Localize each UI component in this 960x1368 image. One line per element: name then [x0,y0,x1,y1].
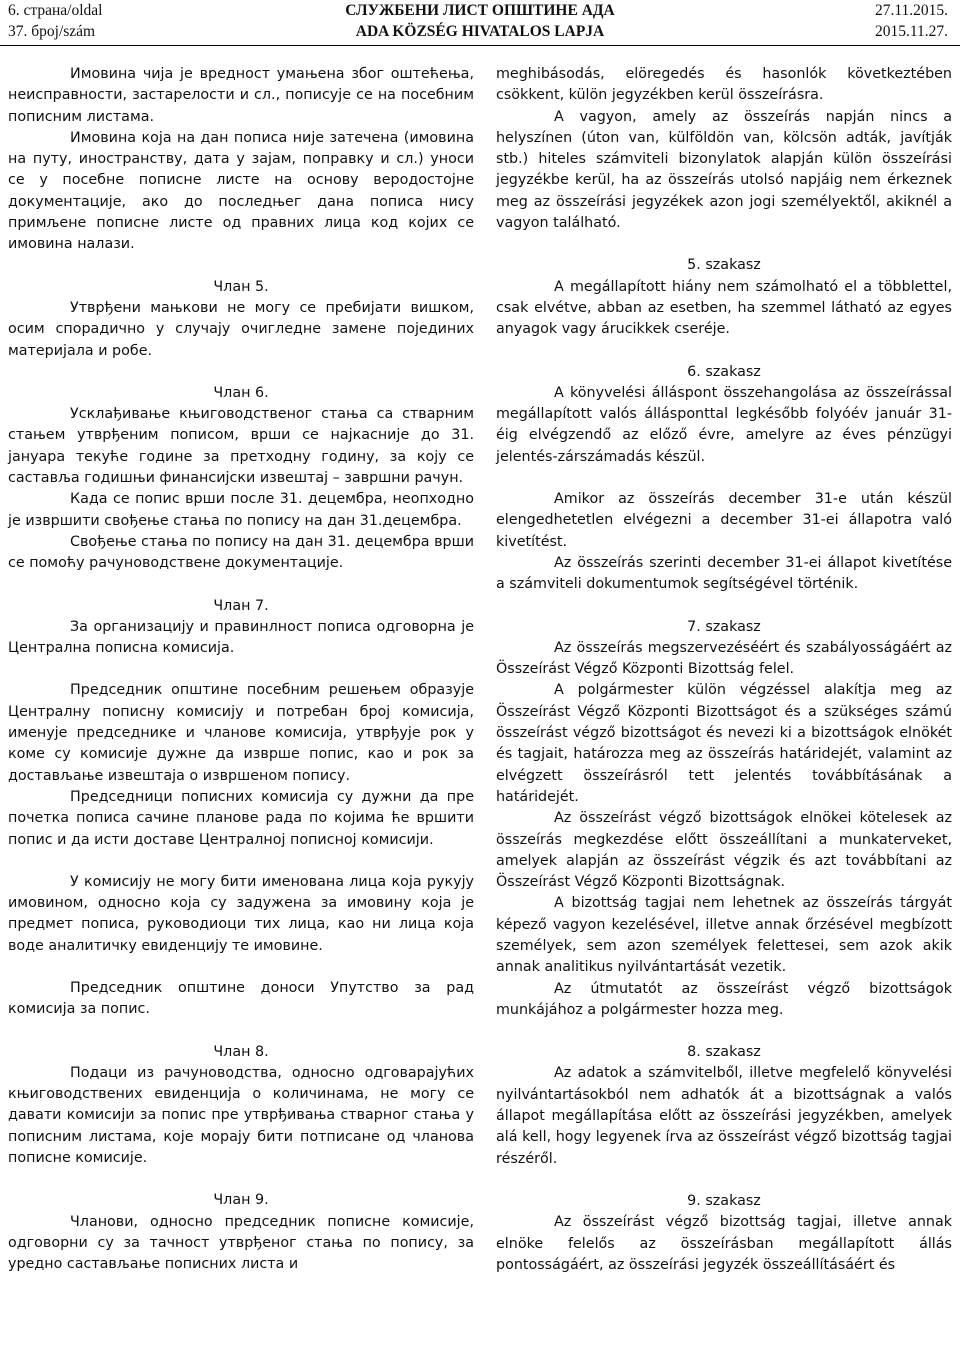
article-title: Члан 8. [213,1043,269,1060]
paragraph: Az összeírást végző bizottság tagjai, illetve annak elnöke felelős az összeírásban megállapított állás pontosságáért, az összeírási jegyzék összeállításáért és [496,1214,952,1273]
article-title: Члан 5. [213,278,269,295]
paragraph: У комисију не могу бити именована лица која рукују имовином, односно која су задужена за имовину која је предмет пописа, руководиоци тих лица, као ни лица која воде аналитичку евиденцију те имовине. [8,873,474,954]
paragraph: Председници пописних комисија су дужни да пре почетка пописа сачине планове рада по којима ће вршити попис и да исти доставе Централној пописној комисији. [8,788,474,848]
header-title [0,0,960,42]
article-title: 5. szakasz [687,257,761,274]
paragraph: Имовина која на дан пописа није затечена (имовина на путу, иностранству, дата у зајам, поправку и сл.) уноси се у посебне пописне листе на основу веродостојне документације, ако до последњег дана пописа нису примљене пописне листе од правних лица код којих се имовина налази. [8,129,474,253]
date-hu: 2015.11.27. [874,23,948,40]
paragraph: Az összeírás szerinti december 31-ei állapot kivetítése a számviteli dokumentumok segítségével történik. [496,554,952,593]
paragraph: A vagyon, amely az összeírás napján nincs a helyszínen (úton van, külföldön van, kölcsön adták, javítják stb.) hiteles számviteli bizonylatok alapján külön összeírási jegyzékbe kerül, ha az összeírás utolsó napjáig nem érkeznek meg az összeírási jegyzékek azon jogi személyektől, akiknél a vagyon található. [496,108,952,232]
paragraph: Az összeírás megszervezéséért és szabályosságáért az Összeírást Végző Központi Bizottság felel. [496,639,952,678]
article-title: 6. szakasz [687,363,761,380]
paragraph: meghibásodás, elöregedés és hasonlók következtében csökkent, külön jegyzékben kerül összeírásra. [496,66,952,104]
paragraph: Када се попис врши после 31. децембра, неопходно је извршити свођење стања по попису на дан 31.децембра. [8,491,474,529]
article-title: 7. szakasz [687,618,761,635]
hungarian-column [496,64,952,1276]
header-right [875,0,948,42]
paragraph: Имовина чија је вредност умањена због оштећења, неисправности, застарелости и сл., пописује се на посебним пописним листама. [8,66,474,125]
paragraph: Az összeírást végző bizottságok elnökei kötelesek az összeírás megkezdése előtt összeállítani a munkaterveket, amelyek alapján az összeírást végzik és azt továbbítani az Összeírást Végző Központi Bizottságnak. [496,810,952,891]
article-title: 9. szakasz [687,1192,761,1209]
paragraph: Az útmutatót az összeírást végző bizottságok munkájához a polgármester hozza meg. [496,980,952,1018]
paragraph: Amikor az összeírás december 31-e után készül elengedhetetlen elvégezni a december 31-ei állapotra való kivetítést. [496,491,952,550]
paragraph: Усклађивање књиговодственог стања са стварним стањем утврђеним пописом, врши се најкасније до 31. јануара текуће године за претходну годину, за коју се саставља годишњи финансијски извештај – завршни рачун. [8,406,474,487]
serbian-column [8,64,474,1276]
article-title: 8. szakasz [687,1044,761,1061]
journal-title-sr: СЛУЖБЕНИ ЛИСТ ОПШТИНЕ АДА [345,2,615,19]
paragraph: A megállapított hiány nem számolható el a többlettel, csak elvétve, abban az esetben, ha szemmel látható az egyes anyagok vagy árucikkek cseréje. [496,278,952,338]
article-title: Члан 7. [213,597,269,614]
header-divider [0,45,960,46]
paragraph: A könyvelési álláspont összehangolása az összeírással megállapított valós állásponttal legkésőbb folyóév január 31-éig elvégzendő az előző évre, amelyre az éves pénzügyi jelentés-zárszámadás készül. [496,384,952,465]
paragraph: Председник општине доноси Упутство за рад комисија за попис. [8,979,474,1018]
paragraph: За организацију и правинлност пописа одговорна је Централна пописна комисија. [8,618,474,657]
paragraph: Утврђени мањкови не могу се пребијати вишком, осим спорадично у случају очигледне замене појединих материјала и робе. [8,299,474,359]
article-title: Члан 9. [213,1192,269,1209]
paragraph: Председник општине посебним решењем образује Централну пописну комисију и потребан број комисија, именује председнике и чланове комисија, утврђује рок у коме су комисије дужне да изврше попис, као и рок за достављање извештаја о извршеном попису. [8,682,474,784]
journal-title-hu: ADA KÖZSÉG HIVATALOS LAPJA [355,23,605,40]
paragraph: A bizottság tagjai nem lehetnek az összeírás tárgyát képező vagyon kezelésével, illetve annak őrzésével megbízott személyek, sem azon személyek felettesei, sem azok akik annak analitikus nyilvántartását vezetik. [496,895,952,976]
paragraph: Чланови, односно председник пописне комисије, одговорни су за тачност утврђеног стања по попису, за уредно састављање пописних листа и [8,1213,474,1273]
paragraph: Az adatok a számvitelből, illetve megfelelő könyvelési nyilvántartásokból nem adhatók át a bizottságnak a valós állapot megállapítása előtt az összeírási jegyzékben, amelyek alá kell, hogy legyenek írva az összeírást végző bizottság tagjai részéről. [496,1065,952,1167]
page-number: 6. страна/oldal [8,2,103,19]
date-sr: 27.11.2015. [874,2,948,19]
page-header [0,0,960,44]
paragraph: Свођење стања по попису на дан 31. децембра врши се помоћу рачуноводствене документације. [8,533,474,572]
article-title: Члан 6. [213,384,269,401]
paragraph: Подаци из рачуноводства, односно одговарајућих књиговодствених евиденција о количинама, не могу се давати комисији за попис пре утврђивања стварног стања у пописним листама, које морају бити потписане од чланова пописне комисије. [8,1064,474,1167]
paragraph: A polgármester külön végzéssel alakítja meg az Összeírást Végző Központi Bizottságot és a szükséges számú összeírást végző bizottságot és nevezi ki a bizottságok elnökét és tagjait, határozza meg az összeírás határidejét, valamint az elvégzett összeírásról tett jelentés továbbításának a határidejét. [496,682,952,805]
issue-number: 37. број/szám [8,23,96,40]
